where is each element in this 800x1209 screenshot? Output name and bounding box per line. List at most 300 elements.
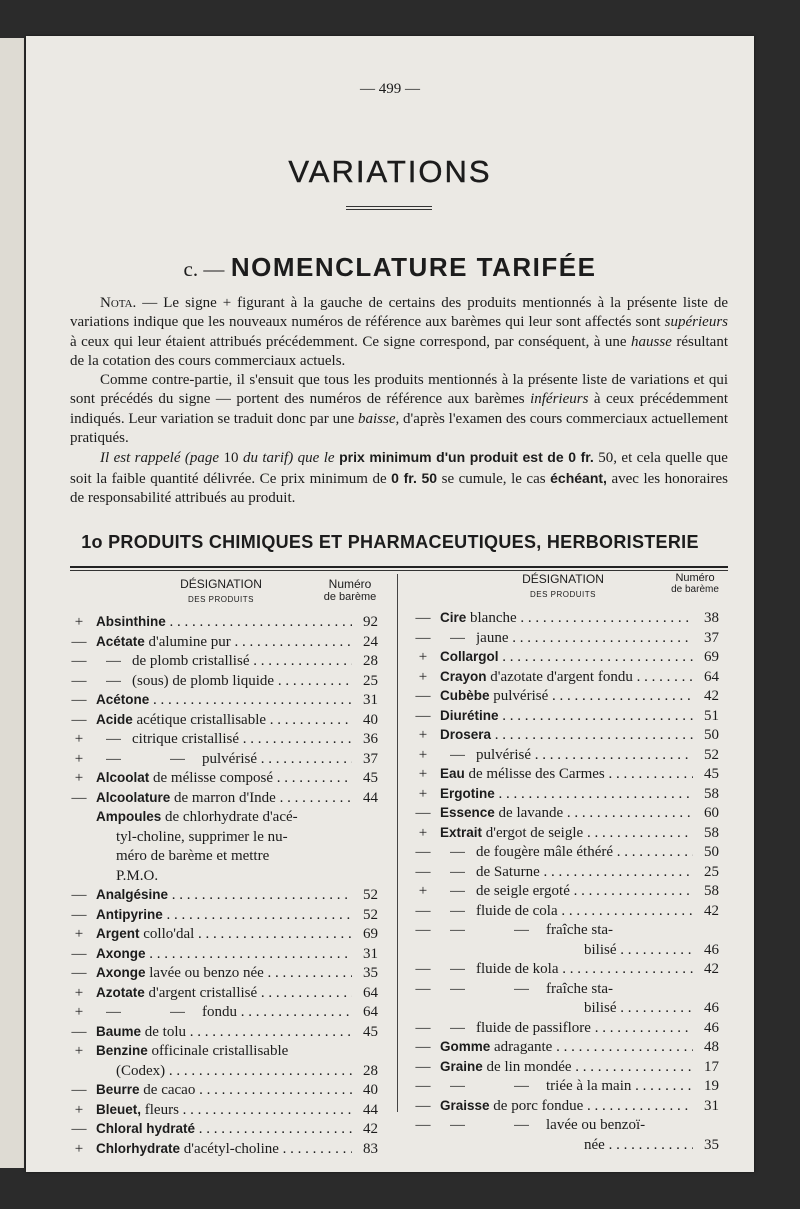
product-row xyxy=(414,747,719,767)
ditto-dash: — xyxy=(450,883,465,899)
product-row xyxy=(70,770,378,790)
product-name: Eau xyxy=(440,766,465,781)
product-designation xyxy=(96,692,352,709)
product-detail: méro de barème et mettre xyxy=(116,848,270,864)
ditto-dash: — xyxy=(450,844,465,860)
ditto-dash: — xyxy=(450,922,465,938)
left-header-designation xyxy=(146,577,296,605)
product-designation xyxy=(440,727,693,744)
product-detail: de lavande xyxy=(494,805,564,821)
product-designation xyxy=(440,805,693,822)
variation-sign: + xyxy=(418,824,428,841)
nota-text: 10 xyxy=(219,450,243,467)
product-designation xyxy=(96,1043,378,1060)
product-designation xyxy=(440,825,693,842)
product-row xyxy=(70,868,378,888)
ditto-dash: — xyxy=(106,731,121,747)
nota-bold: prix minimum d'un produit est de 0 fr. xyxy=(334,449,594,466)
product-name: Drosera xyxy=(440,727,492,742)
right-product-column xyxy=(414,610,719,1156)
ditto-dash: — xyxy=(450,980,465,997)
variation-sign: — xyxy=(71,789,87,806)
product-row xyxy=(70,1063,378,1083)
variation-sign: — xyxy=(415,688,431,704)
product-designation xyxy=(546,922,719,939)
bareme-number: 42 xyxy=(704,961,719,977)
nota-emphasis: inférieurs xyxy=(530,391,589,408)
bareme-number: 42 xyxy=(704,688,719,704)
nota-text: d'après l'examen des cours commerciaux actuellement pratiqués. xyxy=(70,410,729,447)
ditto-dash: — xyxy=(450,1078,465,1094)
ditto-dash: — xyxy=(170,750,185,767)
product-designation xyxy=(96,809,378,826)
product-name: Alcoolat xyxy=(96,770,150,785)
product-row xyxy=(70,790,378,810)
product-row xyxy=(70,1121,378,1141)
product-detail: tyl-choline, supprimer le nu- xyxy=(116,828,288,845)
bareme-number: 35 xyxy=(363,965,378,981)
header-designation: DÉSIGNATION xyxy=(522,572,604,586)
bareme-number: 31 xyxy=(704,1097,719,1114)
nota-text: à ceux qui leur étaient attribués précédemment. Ce signe correspond, par conséquent, à une xyxy=(70,333,632,350)
header-de-bareme: de barème xyxy=(671,584,719,595)
variation-sign: + xyxy=(418,785,428,802)
product-detail: (sous) de plomb liquide xyxy=(132,672,275,689)
variation-sign: + xyxy=(418,727,428,743)
bareme-number: 58 xyxy=(704,785,719,802)
product-designation xyxy=(96,907,352,924)
bareme-number: 50 xyxy=(704,844,719,860)
product-name: Azotate xyxy=(96,984,145,1000)
product-name: Crayon xyxy=(440,668,487,684)
product-designation xyxy=(440,649,693,666)
bareme-number: 50 xyxy=(704,727,719,743)
product-designation xyxy=(96,946,352,963)
product-detail: d'alumine pur xyxy=(144,633,231,650)
ditto-dash: — xyxy=(450,863,465,880)
product-row xyxy=(70,1004,378,1024)
product-detail: de tolu xyxy=(141,1023,187,1040)
product-row xyxy=(414,1020,719,1040)
variation-sign: — xyxy=(71,1023,87,1040)
nota-text: à ceux précédemment indiqués. Leur variation se traduit donc par une xyxy=(70,391,728,427)
bareme-number: 69 xyxy=(363,926,378,942)
product-row xyxy=(414,630,719,650)
product-name: Ergotine xyxy=(440,785,495,801)
product-detail: d'ergot de seigle xyxy=(482,824,584,841)
product-name: Axonge xyxy=(96,945,146,961)
nota-bold: 0 fr. 50 xyxy=(391,469,438,486)
variation-sign: — xyxy=(71,1121,87,1137)
product-row xyxy=(70,1024,378,1044)
variation-sign: + xyxy=(74,731,84,747)
product-designation xyxy=(546,1117,719,1134)
product-designation xyxy=(96,1082,352,1099)
product-row xyxy=(414,942,719,962)
product-name: Graisse xyxy=(440,1097,490,1113)
variation-sign: — xyxy=(415,1078,431,1094)
product-detail: pulvérisé xyxy=(476,746,531,763)
product-name: Acide xyxy=(96,711,133,727)
product-row xyxy=(414,864,719,884)
product-name: Acétone xyxy=(96,692,150,707)
product-designation xyxy=(546,981,719,998)
product-row xyxy=(414,1059,719,1079)
product-detail: bilisé xyxy=(584,1000,617,1016)
product-row xyxy=(70,1043,378,1063)
product-row xyxy=(414,766,719,786)
variation-sign: — xyxy=(415,1019,431,1036)
product-detail: de cacao xyxy=(139,1082,196,1098)
bareme-number: 25 xyxy=(704,863,719,880)
product-designation xyxy=(440,1098,693,1115)
product-detail: d'azotate d'argent fondu xyxy=(486,668,633,685)
product-designation xyxy=(116,868,378,885)
bareme-number: 52 xyxy=(363,887,378,903)
ditto-dash: — xyxy=(170,1004,185,1020)
product-designation xyxy=(96,1024,352,1041)
product-designation xyxy=(476,844,693,861)
bareme-number: 42 xyxy=(363,1121,378,1137)
product-detail: fluide de passiflore xyxy=(476,1019,591,1036)
product-name: Chloral hydraté xyxy=(96,1121,196,1136)
variation-sign: + xyxy=(418,649,428,665)
product-designation xyxy=(96,985,352,1002)
variation-sign: — xyxy=(415,902,431,919)
ditto-dash: — xyxy=(514,922,529,938)
bareme-number: 83 xyxy=(363,1140,378,1157)
product-name: Bleuet, xyxy=(96,1101,142,1117)
product-detail: lavée ou benzo née xyxy=(145,965,264,981)
product-row xyxy=(414,708,719,728)
product-designation xyxy=(116,848,378,865)
bareme-number: 35 xyxy=(704,1136,719,1153)
ditto-dash: — xyxy=(106,750,121,767)
product-designation xyxy=(440,669,693,686)
product-row xyxy=(70,887,378,907)
product-name: Beurre xyxy=(96,1082,140,1097)
adjacent-page-edge xyxy=(0,38,24,1168)
nota-emphasis: baisse, xyxy=(358,410,400,427)
product-row xyxy=(70,751,378,771)
product-designation xyxy=(202,1004,352,1021)
product-detail: de porc fondue xyxy=(489,1097,584,1114)
product-detail: triée à la main xyxy=(546,1078,632,1094)
product-detail: collo'dal xyxy=(139,926,195,942)
product-name: Graine xyxy=(440,1058,483,1074)
product-detail: de seigle ergoté xyxy=(476,883,570,899)
bareme-number: 52 xyxy=(704,746,719,763)
product-detail: de fougère mâle éthéré xyxy=(476,844,613,860)
bareme-number: 69 xyxy=(704,649,719,665)
variation-sign: — xyxy=(415,1039,431,1055)
product-detail: fraîche sta- xyxy=(546,980,614,997)
product-detail: lavée ou benzoï- xyxy=(546,1117,646,1133)
product-row xyxy=(70,829,378,849)
product-detail: officinale cristallisable xyxy=(147,1043,289,1059)
bareme-number: 58 xyxy=(704,824,719,841)
variation-sign: — xyxy=(71,945,87,962)
product-row xyxy=(70,634,378,654)
product-name: Extrait xyxy=(440,824,483,840)
variation-sign: — xyxy=(415,844,431,860)
product-designation xyxy=(476,864,693,881)
product-designation xyxy=(584,1000,693,1017)
ditto-dash: — xyxy=(514,1117,529,1133)
variation-sign: — xyxy=(71,633,87,650)
variation-sign: + xyxy=(74,614,84,630)
product-designation xyxy=(96,1121,352,1138)
product-designation xyxy=(96,887,352,904)
product-row xyxy=(414,1000,719,1020)
section-title: 1o PRODUITS CHIMIQUES ET PHARMACEUTIQUES, HERBORISTERIE xyxy=(81,532,699,552)
product-row xyxy=(414,786,719,806)
product-name: Diurétine xyxy=(440,707,499,723)
variation-sign: + xyxy=(74,926,84,942)
product-detail: fluide de kola xyxy=(476,961,559,977)
bareme-number: 64 xyxy=(363,1004,378,1020)
product-row xyxy=(70,848,378,868)
product-designation xyxy=(132,653,352,670)
nota-bold: échéant, xyxy=(550,469,607,486)
product-row xyxy=(70,653,378,673)
product-row xyxy=(414,669,719,689)
bareme-number: 44 xyxy=(363,1101,378,1118)
product-detail: jaune xyxy=(476,629,509,646)
page-title: VARIATIONS xyxy=(288,154,492,189)
product-row xyxy=(414,981,719,1001)
bareme-number: 46 xyxy=(704,1019,719,1036)
ditto-dash: — xyxy=(514,1078,529,1094)
ditto-dash: — xyxy=(450,746,465,763)
product-designation xyxy=(476,961,693,978)
bareme-number: 64 xyxy=(704,668,719,685)
product-name: Essence xyxy=(440,805,495,820)
product-designation xyxy=(116,1063,352,1080)
product-name: Benzine xyxy=(96,1043,148,1058)
bareme-number: 42 xyxy=(704,902,719,919)
variation-sign: — xyxy=(71,692,87,708)
variation-sign: + xyxy=(418,883,428,899)
bareme-number: 24 xyxy=(363,633,378,650)
page-number: — 499 — xyxy=(360,81,420,97)
ditto-dash: — xyxy=(450,1019,465,1036)
product-row xyxy=(414,844,719,864)
product-name: Analgésine xyxy=(96,887,169,902)
page-subtitle xyxy=(26,252,754,283)
bareme-number: 51 xyxy=(704,707,719,724)
ditto-dash: — xyxy=(450,1117,465,1133)
nota-emphasis: du tarif) que le xyxy=(242,450,335,467)
nota-emphasis: hausse xyxy=(631,333,672,350)
bareme-number: 31 xyxy=(363,692,378,708)
product-designation xyxy=(96,614,352,631)
bareme-number: 37 xyxy=(704,629,719,646)
product-row xyxy=(70,907,378,927)
variation-sign: + xyxy=(74,984,84,1001)
product-name: Baume xyxy=(96,1023,142,1039)
variation-sign: + xyxy=(418,746,428,763)
variation-sign: — xyxy=(415,629,431,646)
nota-text: se cumule, le cas xyxy=(437,470,551,487)
bareme-number: 64 xyxy=(363,984,378,1001)
nota-text: Comme contre-partie, il s'ensuit que tous les produits mentionnés à la présente liste de variations et qui sont précédés du signe — portent des numéros de référence aux barèmes xyxy=(70,372,728,408)
title-divider xyxy=(346,206,432,210)
nota-paragraph-3 xyxy=(70,448,728,508)
nota-emphasis: supérieurs xyxy=(664,314,728,331)
product-detail: née xyxy=(584,1136,605,1153)
product-designation xyxy=(440,1059,693,1076)
variation-sign: — xyxy=(71,887,87,903)
bareme-number: 48 xyxy=(704,1039,719,1055)
product-row xyxy=(414,1117,719,1137)
product-detail: d'acétyl-choline xyxy=(180,1140,279,1157)
product-detail: de marron d'Inde xyxy=(170,789,276,806)
product-designation xyxy=(476,630,693,647)
product-row xyxy=(70,731,378,751)
product-designation xyxy=(96,1141,352,1158)
product-designation xyxy=(96,1102,352,1119)
product-detail: pulvérisé xyxy=(489,688,549,704)
product-row xyxy=(414,903,719,923)
product-name: Absinthine xyxy=(96,614,166,629)
product-row xyxy=(414,1098,719,1118)
product-designation xyxy=(476,883,693,900)
product-designation xyxy=(440,708,693,725)
product-designation xyxy=(440,786,693,803)
variation-sign: + xyxy=(74,750,84,767)
header-de-bareme: de barème xyxy=(323,591,377,603)
product-name: Alcoolature xyxy=(96,789,171,805)
bareme-number: 58 xyxy=(704,883,719,899)
product-detail: pulvérisé xyxy=(202,750,257,767)
product-detail: de plomb cristallisé xyxy=(132,653,250,669)
ditto-dash: — xyxy=(106,653,121,669)
product-designation xyxy=(440,766,693,783)
left-product-column xyxy=(70,614,378,1160)
nota-text: avec les honoraires de responsabilité attribués au produit. xyxy=(70,470,728,506)
left-header-numero xyxy=(312,577,388,603)
product-designation xyxy=(96,790,352,807)
variation-sign: + xyxy=(74,1101,84,1118)
nota-emphasis: Il est rappelé (page xyxy=(100,450,220,467)
product-row xyxy=(70,692,378,712)
product-row xyxy=(414,883,719,903)
bareme-number: 28 xyxy=(363,653,378,669)
product-designation xyxy=(476,747,693,764)
variation-sign: + xyxy=(418,766,428,782)
variation-sign: — xyxy=(415,1097,431,1114)
product-row xyxy=(70,712,378,732)
ditto-dash: — xyxy=(106,672,121,689)
product-row xyxy=(70,673,378,693)
product-name: Argent xyxy=(96,926,140,941)
bareme-number: 25 xyxy=(363,672,378,689)
product-detail: fraîche sta- xyxy=(546,922,614,938)
product-row xyxy=(414,727,719,747)
product-row xyxy=(70,985,378,1005)
ditto-dash: — xyxy=(450,629,465,646)
nota-paragraph-1 xyxy=(70,294,728,371)
product-detail: blanche xyxy=(466,610,517,626)
product-row xyxy=(414,1137,719,1157)
bareme-number: 40 xyxy=(363,711,378,728)
header-designation: DÉSIGNATION xyxy=(180,577,262,591)
bareme-number: 45 xyxy=(363,1023,378,1040)
product-designation xyxy=(584,1137,693,1154)
variation-sign: — xyxy=(415,1058,431,1075)
variation-sign: — xyxy=(415,610,431,626)
product-name: Ampoules xyxy=(96,809,162,824)
variation-sign: — xyxy=(415,707,431,724)
variation-sign: — xyxy=(415,863,431,880)
product-row xyxy=(414,825,719,845)
product-name: Cire xyxy=(440,610,467,625)
bareme-number: 45 xyxy=(704,766,719,782)
variation-sign: + xyxy=(74,1140,84,1157)
product-row xyxy=(70,809,378,829)
product-detail: P.M.O. xyxy=(116,867,159,884)
nota-text: résultant de la cotation des cours commerciaux actuels. xyxy=(70,333,728,369)
document-page xyxy=(26,36,754,1172)
product-row xyxy=(70,1102,378,1122)
product-row xyxy=(414,961,719,981)
product-row xyxy=(70,926,378,946)
variation-sign: — xyxy=(415,922,431,938)
ditto-dash: — xyxy=(450,961,465,977)
product-designation xyxy=(546,1078,693,1095)
table-rule-thin xyxy=(70,570,728,571)
product-designation xyxy=(96,770,352,787)
bareme-number: 45 xyxy=(363,770,378,786)
product-detail: fleurs xyxy=(141,1101,179,1118)
variation-sign: — xyxy=(71,965,87,981)
variation-sign: — xyxy=(415,1117,431,1133)
subtitle-prefix: c. — xyxy=(183,257,225,281)
product-row xyxy=(414,688,719,708)
product-row xyxy=(70,965,378,985)
variation-sign: — xyxy=(71,906,87,923)
bareme-number: 19 xyxy=(704,1078,719,1094)
product-designation xyxy=(96,712,352,729)
variation-sign: + xyxy=(74,1043,84,1059)
product-designation xyxy=(440,688,693,705)
bareme-number: 52 xyxy=(363,906,378,923)
bareme-number: 46 xyxy=(704,1000,719,1016)
variation-sign: — xyxy=(415,980,431,997)
product-name: Antipyrine xyxy=(96,906,163,922)
bareme-number: 46 xyxy=(704,941,719,958)
subtitle-text: NOMENCLATURE TARIFÉE xyxy=(230,252,597,282)
bareme-number: 36 xyxy=(363,731,378,747)
product-designation xyxy=(96,965,352,982)
product-designation xyxy=(202,751,352,768)
product-detail: d'argent cristallisé xyxy=(144,984,258,1001)
table-rule-thick xyxy=(70,566,728,568)
bareme-number: 60 xyxy=(704,805,719,821)
bareme-number: 38 xyxy=(704,610,719,626)
product-name: Cubèbe xyxy=(440,688,490,703)
product-row xyxy=(70,1141,378,1161)
ditto-dash: — xyxy=(106,1004,121,1020)
product-detail: fluide de cola xyxy=(476,902,558,919)
product-designation xyxy=(476,903,693,920)
product-detail: acétique cristallisable xyxy=(132,711,267,728)
product-name: Acétate xyxy=(96,633,145,649)
nota-text: 50, et cela quelle que soit la faible quantité délivrée. Ce prix minimum de xyxy=(70,450,728,487)
product-row xyxy=(414,610,719,630)
bareme-number: 28 xyxy=(363,1062,378,1079)
